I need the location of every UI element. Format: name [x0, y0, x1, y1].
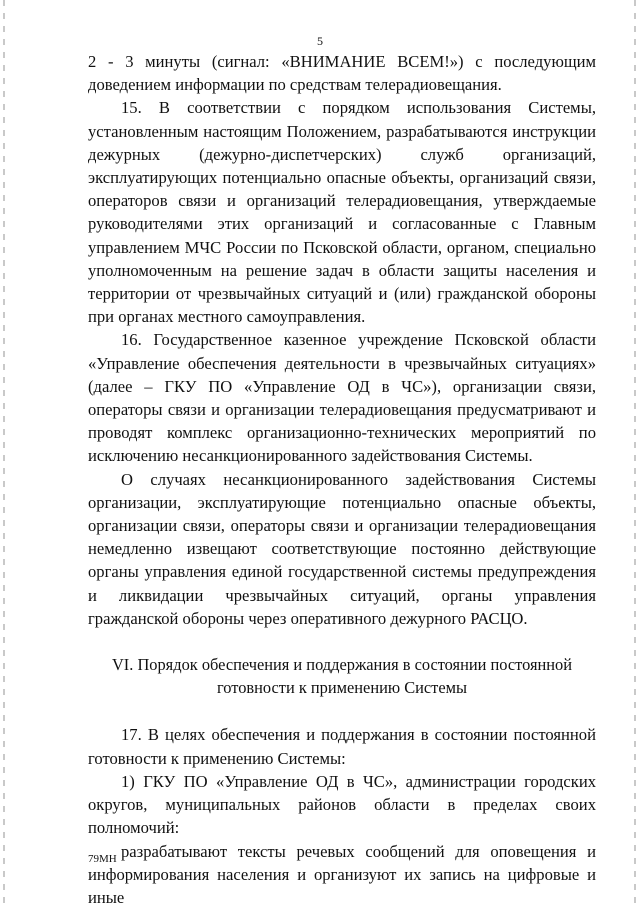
paragraph-16: 16. Государственное казенное учреждение Псковской области «Управление обеспечения деятельности в чрезвычайных ситуациях» (далее – ГКУ ПО «Управление ОД в ЧС»), организации связи, операторы связи и организации телерадиовещания предусматривают и проводят комплекс организационно-технических мероприятий по исключению несанкционированного задействования Системы.: [88, 328, 596, 467]
paragraph-17-item-1-text: разрабатывают тексты речевых сообщений для оповещения и информирования населения и организуют их запись на цифровые и иные: [88, 840, 596, 909]
paragraph-unauthorized-activation: О случаях несанкционированного задействования Системы организации, эксплуатирующие потенциально опасные объекты, организации связи, операторы связи и организации телерадиовещания немедленно извещают соответствующие постоянно действующие органы управления единой государственной системы предупреждения и ликвидации чрезвычайных ситуаций, органы управления гражданской обороны через оперативного дежурного РАСЦО.: [88, 468, 596, 630]
paragraph-17: 17. В целях обеспечения и поддержания в состоянии постоянной готовности к применению Системы:: [88, 723, 596, 769]
paragraph-15: 15. В соответствии с порядком использования Системы, установленным настоящим Положением, разрабатываются инструкции дежурных (дежурно-диспетчерских) служб организаций, эксплуатирующих потенциально опасные объекты, организаций связи, операторов связи и организаций телерадиовещания, утверждаемые руководителями этих организаций и согласованные с Главным управлением МЧС России по Псковской области, органом, специально уполномоченным на решение задач в области защиты населения и территории от чрезвычайных ситуаций и (или) гражданской обороны при органах местного самоуправления.: [88, 96, 596, 328]
scan-edge-left: [3, 0, 5, 905]
section-heading-line-2: готовности к применению Системы: [217, 678, 467, 697]
footer-code: 79МН: [88, 853, 117, 865]
paragraph-17-item-1: 1) ГКУ ПО «Управление ОД в ЧС», администрации городских округов, муниципальных районов области в пределах своих полномочий:: [88, 770, 596, 840]
scan-edge-right: [634, 0, 636, 905]
section-heading-line-1: VI. Порядок обеспечения и поддержания в состоянии постоянной: [112, 655, 572, 674]
section-heading: [88, 653, 596, 699]
document-body: [88, 50, 596, 909]
paragraph-continuation: 2 - 3 минуты (сигнал: «ВНИМАНИЕ ВСЕМ!») с последующим доведением информации по средствам телерадиовещания.: [88, 50, 596, 96]
page-number: 5: [0, 34, 640, 49]
